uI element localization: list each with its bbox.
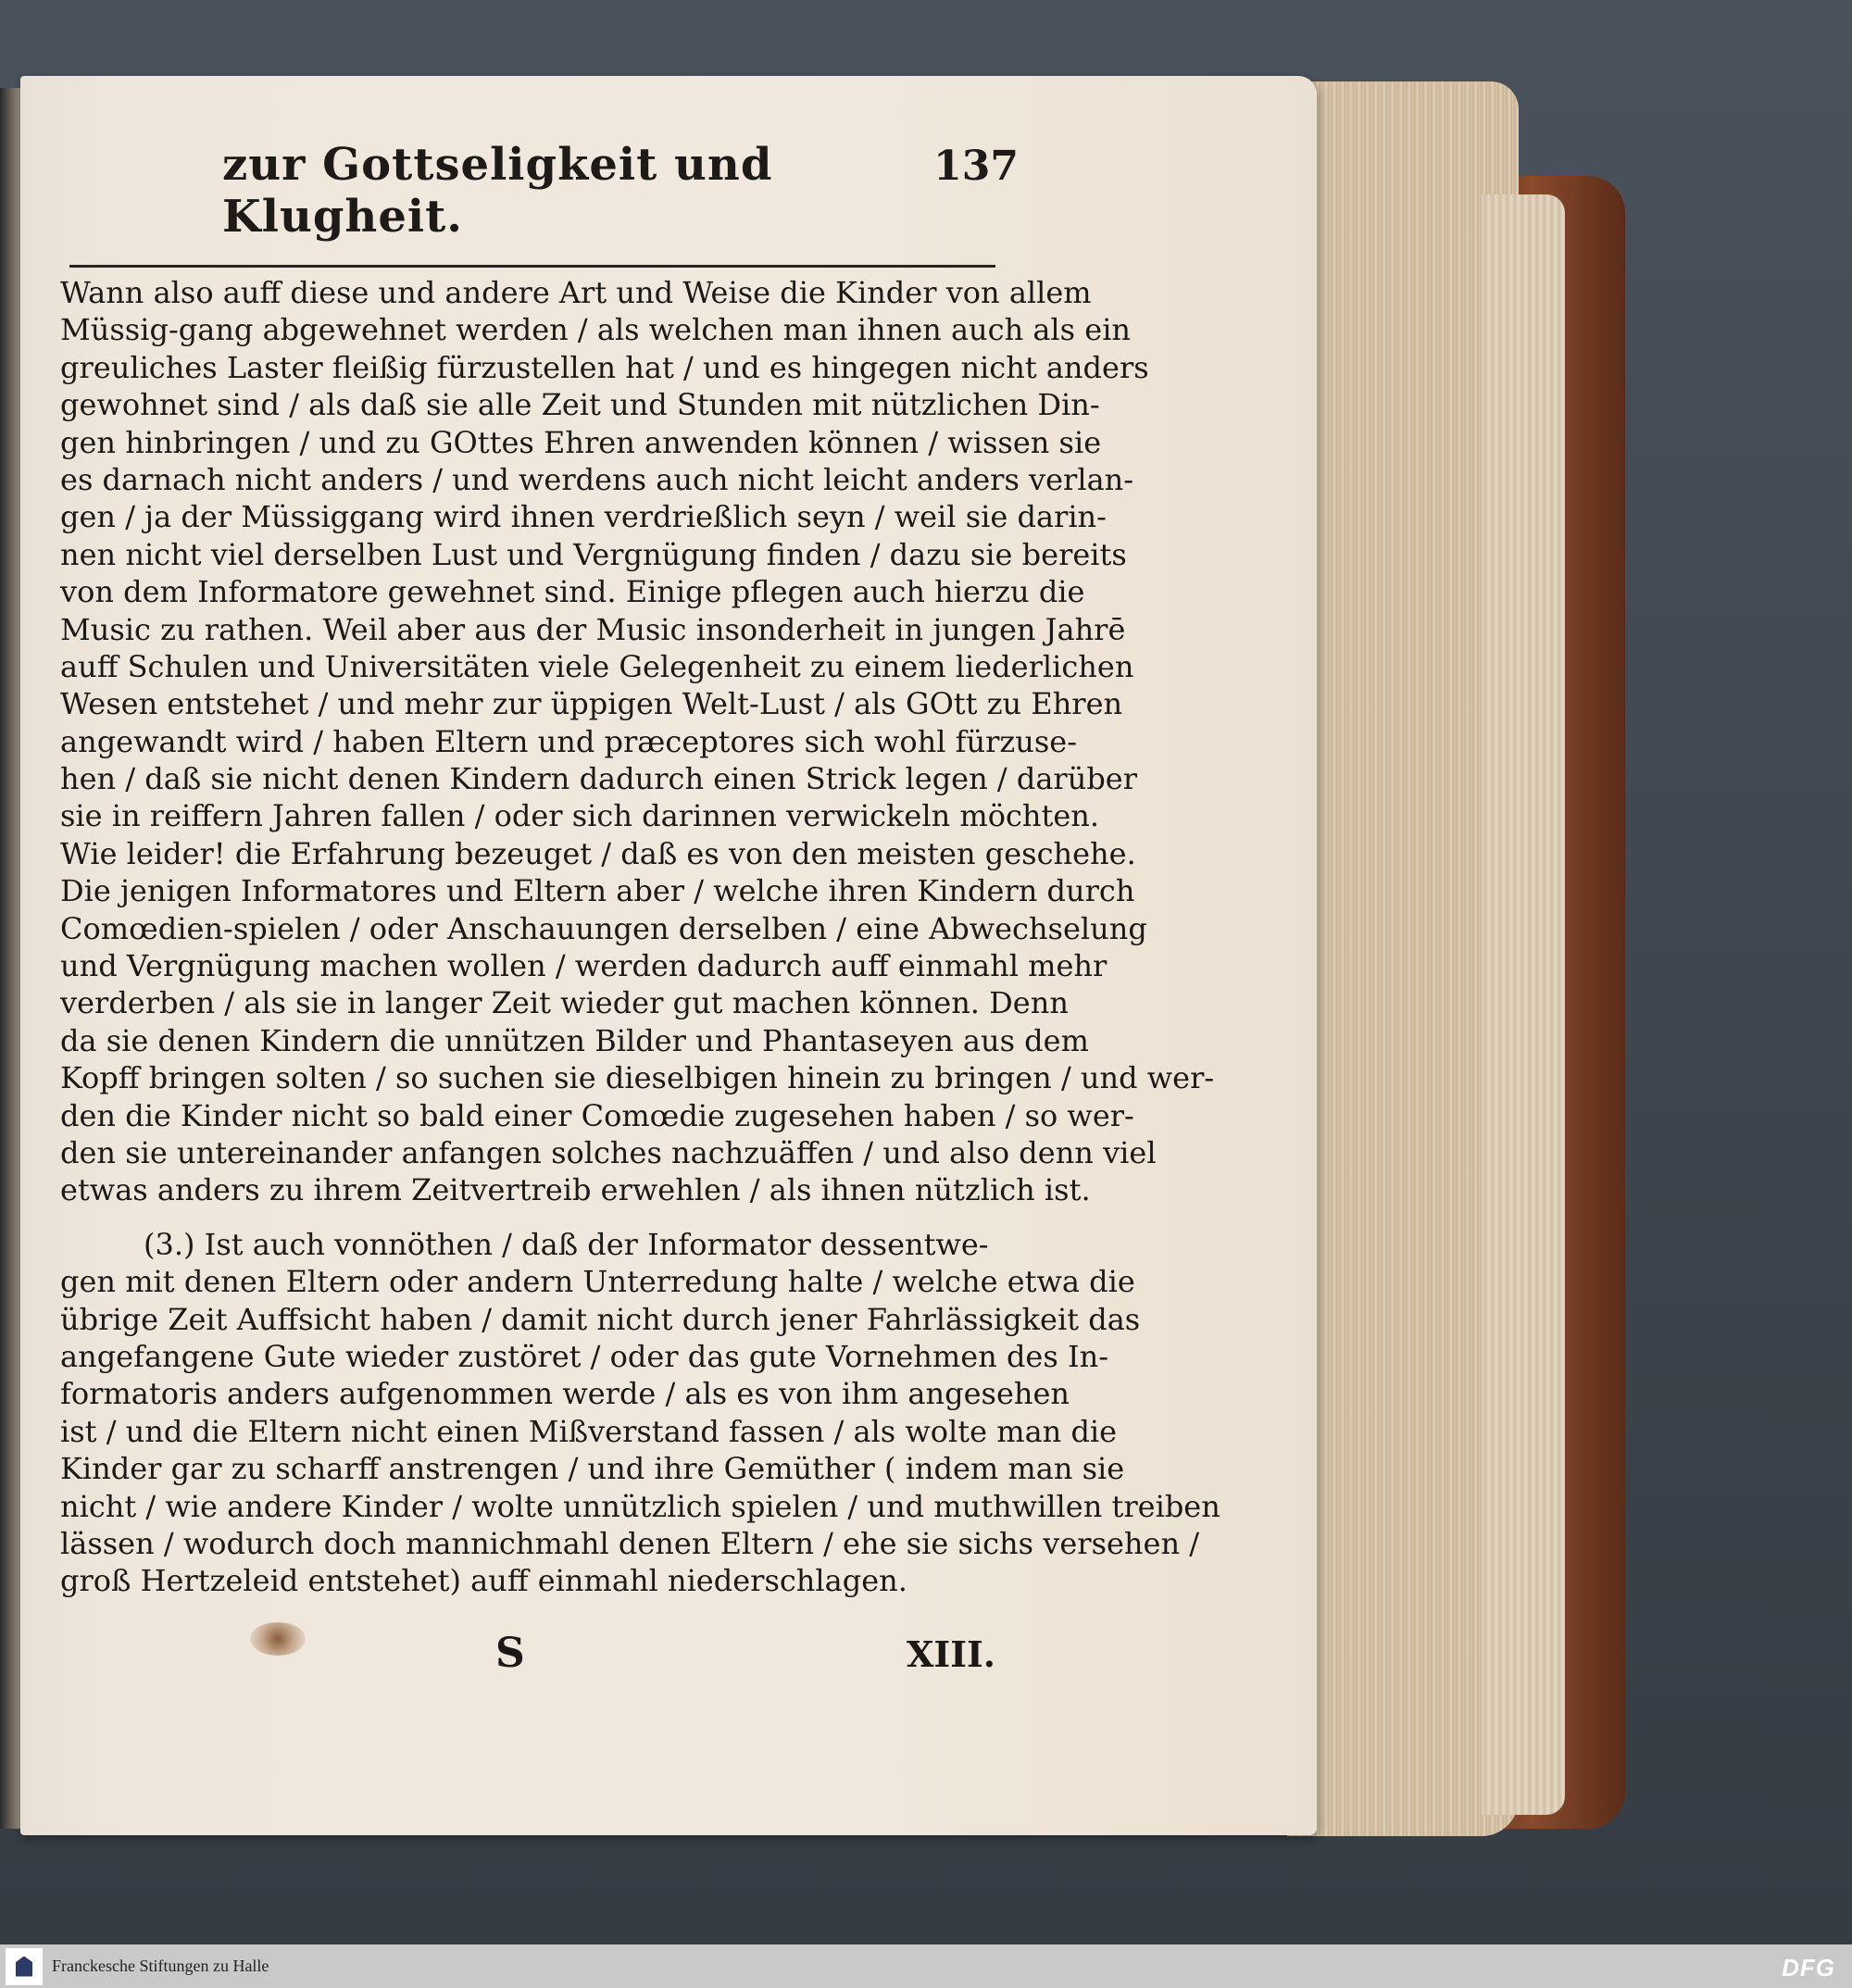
text-line: Wie leider! die Erfahrung bezeuget / daß es von den meisten geschehe.: [60, 835, 1136, 871]
text-line: es darnach nicht anders / und werdens auch nicht leicht anders verlan-: [60, 461, 1134, 497]
text-line: gen mit denen Eltern oder andern Unterredung halte / welche etwa die: [60, 1264, 1135, 1300]
institution-name[interactable]: Franckesche Stiftungen zu Halle: [52, 1957, 269, 1975]
paragraph-1: [60, 274, 1215, 1209]
text-line: auff Schulen und Universitäten viele Gelegenheit zu einem liederlichen: [60, 648, 1134, 684]
text-line: Music zu rathen. Weil aber aus der Music insonderheit in jungen Jahrē: [60, 611, 1126, 647]
page-footer: [60, 1630, 995, 1685]
page-edges-inner: [1482, 194, 1565, 1815]
text-line: etwas anders zu ihrem Zeitvertreib erwehlen / als ihnen nützlich ist.: [60, 1172, 1091, 1208]
text-line: Kopff bringen solten / so suchen sie dieselbigen hinein zu bringen / und wer-: [60, 1060, 1215, 1096]
text-line: greuliches Laster fleißig fürzustellen hat / und es hingegen nicht anders: [60, 349, 1149, 385]
text-line: formatoris anders aufgenommen werde / als es von ihm angesehen: [60, 1376, 1070, 1412]
catchword: XIII.: [906, 1633, 995, 1675]
text-line: den sie untereinander anfangen solches nachzuäffen / und also denn viel: [60, 1134, 1157, 1170]
running-title: zur Gottseligkeit und Klugheit.: [222, 139, 773, 243]
text-line: angefangene Gute wieder zustöret / oder das gute Vornehmen des In-: [60, 1338, 1109, 1374]
text-line: hen / daß sie nicht denen Kindern dadurch einen Strick legen / darüber: [60, 761, 1138, 797]
text-line: Wesen entstehet / und mehr zur üppigen Welt-Lust / als GOtt zu Ehren: [60, 686, 1123, 722]
text-line: und Vergnügung machen wollen / werden dadurch auff einmahl mehr: [60, 948, 1107, 984]
text-line: (3.) Ist auch vonnöthen / daß der Informator dessentwe-: [144, 1226, 989, 1262]
page-number: 137: [933, 143, 1019, 190]
page-body: [60, 274, 1220, 1600]
text-line: übrige Zeit Auffsicht haben / damit nicht durch jener Fahrlässigkeit das: [60, 1301, 1141, 1337]
page-header: [222, 139, 1019, 243]
text-line: gen / ja der Müssiggang wird ihnen verdrießlich seyn / weil sie darin-: [60, 499, 1107, 535]
text-line: nicht / wie andere Kinder / wolte unnützlich spielen / und muthwillen treiben: [60, 1488, 1220, 1524]
text-line: gen hinbringen / und zu GOttes Ehren anwenden können / wissen sie: [60, 424, 1102, 460]
text-line: von dem Informatore gewehnet sind. Einige pflegen auch hierzu die: [60, 574, 1085, 610]
text-line: angewandt wird / haben Eltern und præceptores sich wohl fürzuse-: [60, 723, 1078, 759]
text-line: da sie denen Kindern die unnützen Bilder und Phantaseyen aus dem: [60, 1022, 1089, 1058]
signature-mark: S: [495, 1630, 525, 1677]
text-line: sie in reiffern Jahren fallen / oder sich darinnen verwickeln möchten.: [60, 798, 1100, 834]
text-line: verderben / als sie in langer Zeit wieder gut machen können. Denn: [60, 985, 1069, 1021]
text-line: Kinder gar zu scharff anstrengen / und ihre Gemüther ( indem man sie: [60, 1451, 1125, 1487]
text-line: groß Hertzeleid entstehet) auff einmahl niederschlagen.: [60, 1563, 907, 1599]
text-line: lässen / wodurch doch mannichmahl denen Eltern / ehe sie sichs versehen /: [60, 1525, 1200, 1561]
text-line: Comœdien-spielen / oder Anschauungen derselben / eine Abwechselung: [60, 910, 1147, 946]
text-line: ist / und die Eltern nicht einen Mißverstand fassen / als wolte man die: [60, 1413, 1118, 1449]
dfg-logo[interactable]: DFG: [1782, 1954, 1835, 1982]
text-line: Wann also auff diese und andere Art und Weise die Kinder von allem: [60, 275, 1092, 310]
text-line: Die jenigen Informatores und Eltern aber / welche ihren Kindern durch: [60, 873, 1135, 909]
text-line: gewohnet sind / als daß sie alle Zeit und Stunden mit nützlichen Din-: [60, 387, 1100, 423]
text-line: nen nicht viel derselben Lust und Vergnügung finden / dazu sie bereits: [60, 536, 1127, 572]
paragraph-2: [60, 1226, 1220, 1600]
header-rule: [69, 265, 995, 268]
institution-logo-icon[interactable]: [6, 1948, 43, 1985]
text-line: Müssig-gang abgewehnet werden / als welchen man ihnen auch als ein: [60, 312, 1132, 348]
text-line: den die Kinder nicht so bald einer Comœdie zugesehen haben / so wer-: [60, 1097, 1134, 1133]
viewer-bar: [0, 1944, 1852, 1988]
